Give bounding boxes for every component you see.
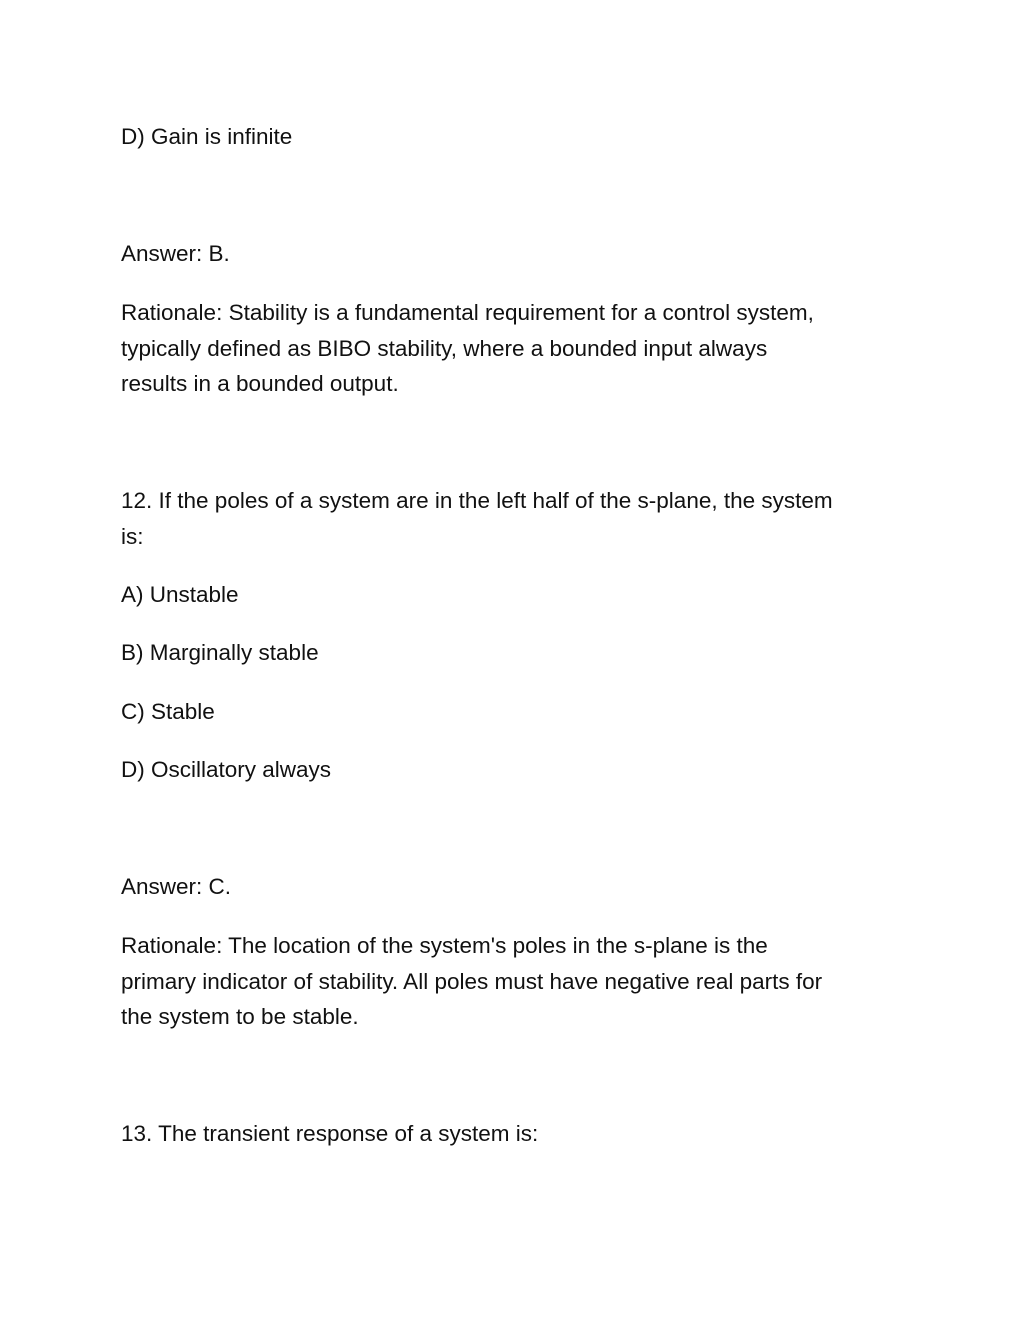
q11-rationale-line-1: Rationale: Stability is a fundamental requirement for a control system,: [121, 300, 814, 325]
q12-answer: Answer: C.: [121, 874, 232, 899]
q12-option-d: D) Oscillatory always: [121, 757, 332, 782]
q11-rationale-line-3: results in a bounded output.: [121, 371, 399, 396]
q12-rationale-line-1: Rationale: The location of the system's poles in the s-plane is the: [121, 933, 768, 958]
q11-answer: Answer: B.: [121, 241, 230, 266]
q12-option-c: C) Stable: [121, 699, 215, 724]
q12-option-a: A) Unstable: [121, 582, 239, 607]
q12-rationale-line-3: the system to be stable.: [121, 1004, 359, 1029]
q11-option-d: D) Gain is infinite: [121, 124, 293, 149]
q12-question-line-2: is:: [121, 523, 144, 549]
q12-question: [121, 483, 911, 554]
q13-question: 13. The transient response of a system is:: [121, 1121, 539, 1146]
q12-option-b: B) Marginally stable: [121, 640, 319, 665]
q11-rationale: [121, 295, 911, 402]
q12-question-line-1: 12. If the poles of a system are in the left half of the s-plane, the system: [121, 488, 833, 513]
q11-rationale-line-2: typically defined as BIBO stability, where a bounded input always: [121, 335, 768, 361]
q12-rationale-line-2: primary indicator of stability. All poles must have negative real parts for: [121, 968, 823, 994]
q12-rationale: [121, 928, 911, 1035]
